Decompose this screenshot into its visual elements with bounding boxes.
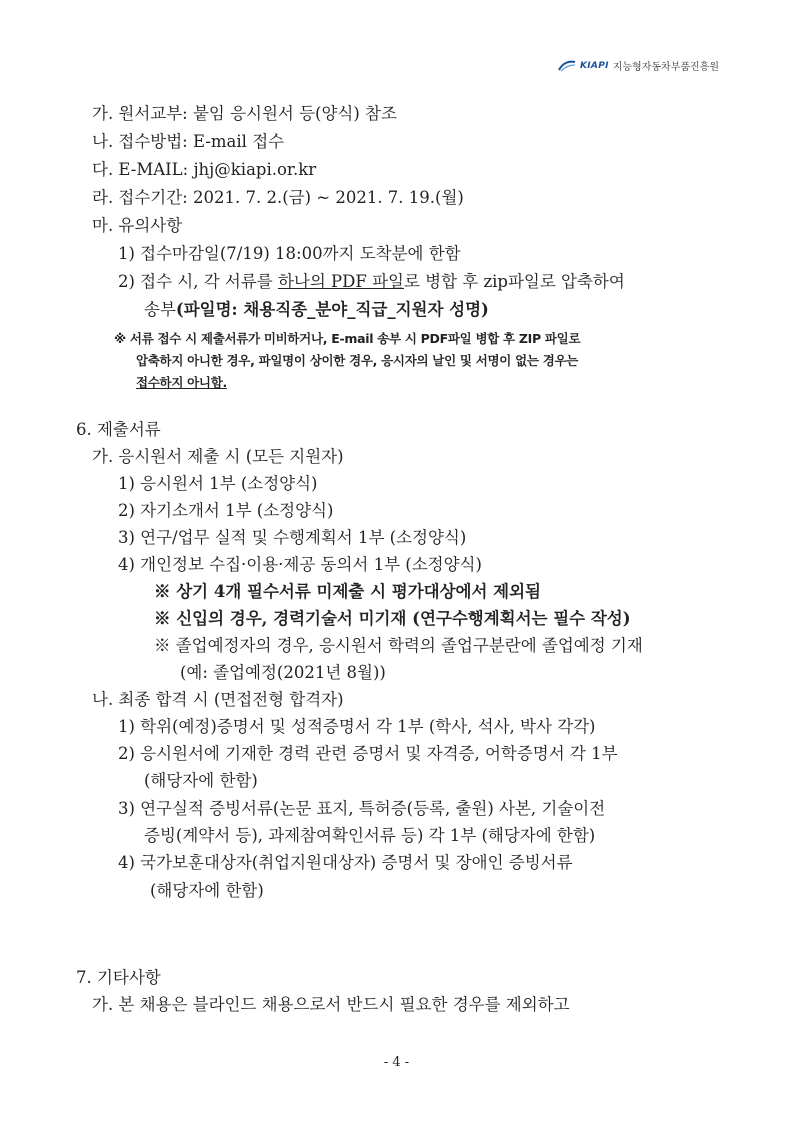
line-doc-2: 2) 자기소개서 1부 (소정양식): [118, 501, 334, 520]
line-final-doc-4: 4) 국가보훈대상자(취업지원대상자) 증명서 및 장애인 증빙서류: [118, 853, 573, 872]
note-required-docs: ※ 상기 4개 필수서류 미제출 시 평가대상에서 제외됨: [154, 582, 541, 601]
section-heading-documents: 6. 제출서류: [76, 420, 161, 439]
line-merge-part-c: 로 병합 후 zip파일로 압축하여: [403, 272, 625, 291]
note-graduate-example: (예: 졸업예정(2021년 8월)): [180, 663, 386, 682]
line-deadline: 1) 접수마감일(7/19) 18:00까지 도착분에 한함: [118, 244, 461, 263]
kiapi-swoosh-icon: [558, 60, 576, 72]
line-filename-format: (파일명: 채용직종_분야_직급_지원자 성명): [175, 300, 489, 319]
line-doc-4: 4) 개인정보 수집·이용·제공 동의서 1부 (소정양식): [118, 555, 482, 574]
section-heading-other: 7. 기타사항: [76, 968, 161, 987]
note-new-hire: ※ 신입의 경우, 경력기술서 미기재 (연구수행계획서는 필수 작성): [154, 609, 631, 628]
line-final-doc-4-cont: (해당자에 한함): [150, 881, 264, 900]
line-email: 다. E-MAIL: jhj@kiapi.or.kr: [92, 160, 317, 179]
line-application-submission: 가. 응시원서 제출 시 (모든 지원자): [92, 447, 344, 466]
line-merge-part-a: 2) 접수 시, 각 서류를: [118, 272, 278, 291]
line-final-doc-1: 1) 학위(예정)증명서 및 성적증명서 각 1부 (학사, 석사, 박사 각각): [118, 717, 596, 736]
note-warning-2: 압축하지 아니한 경우, 파일명이 상이한 경우, 응시자의 날인 및 서명이 없는 경우는: [136, 353, 579, 368]
line-merge-instruction: [118, 271, 625, 293]
logo-brand: KIAPI: [580, 60, 609, 71]
line-merge-underlined: 하나의 PDF 파일: [277, 272, 404, 291]
header-logo: [558, 58, 719, 73]
line-period: 라. 접수기간: 2021. 7. 2.(금) ~ 2021. 7. 19.(월): [92, 188, 464, 207]
note-graduate: ※ 졸업예정자의 경우, 응시원서 학력의 졸업구분란에 졸업예정 기재: [154, 636, 643, 655]
line-doc-3: 3) 연구/업무 실적 및 수행계획서 1부 (소정양식): [118, 528, 467, 547]
line-filename-rule: [144, 299, 489, 321]
line-final-pass: 나. 최종 합격 시 (면접전형 합격자): [92, 690, 344, 709]
line-blind-hiring: 가. 본 채용은 블라인드 채용으로서 반드시 필요한 경우를 제외하고: [92, 995, 570, 1014]
line-final-doc-2-cont: (해당자에 한함): [144, 771, 258, 790]
line-final-doc-3-cont: 증빙(계약서 등), 과제참여확인서류 등) 각 1부 (해당자에 한함): [144, 826, 596, 845]
line-application-form: 가. 원서교부: 붙임 응시원서 등(양식) 참조: [92, 104, 397, 123]
line-send: 송부: [144, 300, 176, 319]
line-final-doc-2: 2) 응시원서에 기재한 경력 관련 증명서 및 자격증, 어학증명서 각 1부: [118, 744, 618, 763]
line-notes-heading: 마. 유의사항: [92, 216, 183, 235]
page-number: - 4 -: [383, 1055, 410, 1070]
line-final-doc-3: 3) 연구실적 증빙서류(논문 표지, 특허증(등록, 출원) 사본, 기술이전: [118, 799, 606, 818]
note-warning-3: 접수하지 아니함.: [136, 375, 227, 390]
logo-org-name: 지능형자동차부품진흥원: [612, 62, 719, 73]
note-warning-1: ※ 서류 접수 시 제출서류가 미비하거나, E-mail 송부 시 PDF파일 병합 후 ZIP 파일로: [114, 331, 581, 346]
line-submission-method: 나. 접수방법: E-mail 접수: [92, 132, 285, 151]
line-doc-1: 1) 응시원서 1부 (소정양식): [118, 474, 318, 493]
